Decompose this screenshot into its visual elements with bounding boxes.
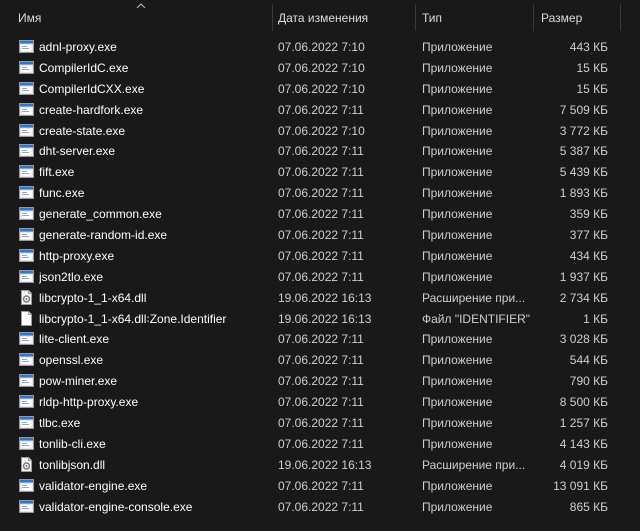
file-row[interactable] bbox=[0, 371, 640, 392]
file-type: Приложение bbox=[422, 144, 493, 159]
file-name: CompilerIdC.exe bbox=[39, 60, 129, 75]
file-type: Приложение bbox=[422, 499, 493, 514]
file-row[interactable] bbox=[0, 329, 640, 350]
file-type: Приложение bbox=[422, 165, 493, 180]
file-row[interactable] bbox=[0, 246, 640, 267]
file-name: validator-engine.exe bbox=[39, 478, 148, 493]
file-type: Приложение bbox=[422, 102, 493, 117]
file-size: 377 КБ bbox=[569, 228, 608, 243]
column-header-bar bbox=[0, 0, 640, 34]
file-size: 790 КБ bbox=[569, 374, 608, 389]
file-type: Файл "IDENTIFIER" bbox=[422, 311, 530, 326]
file-name: rldp-http-proxy.exe bbox=[39, 395, 139, 410]
file-type: Приложение bbox=[422, 269, 493, 284]
file-row[interactable] bbox=[0, 58, 640, 79]
exe-icon bbox=[19, 143, 34, 158]
file-size: 544 КБ bbox=[569, 353, 608, 368]
file-date-modified: 07.06.2022 7:11 bbox=[278, 332, 364, 347]
file-name: adnl-proxy.exe bbox=[39, 40, 117, 54]
file-size: 5 387 КБ bbox=[559, 144, 608, 159]
file-row[interactable] bbox=[0, 267, 640, 288]
file-name: dht-server.exe bbox=[39, 144, 116, 159]
file-size: 15 КБ bbox=[576, 60, 608, 75]
file-name: create-state.exe bbox=[39, 123, 126, 138]
file-name: generate-random-id.exe bbox=[39, 228, 168, 243]
file-size: 1 257 КБ bbox=[559, 416, 608, 431]
exe-icon bbox=[19, 352, 34, 367]
file-name: tlbc.exe bbox=[39, 416, 81, 431]
file-date-modified: 07.06.2022 7:11 bbox=[278, 353, 364, 368]
file-type: Приложение bbox=[422, 353, 493, 368]
file-type: Приложение bbox=[422, 416, 493, 431]
file-date-modified: 07.06.2022 7:11 bbox=[278, 436, 364, 451]
file-type: Приложение bbox=[422, 123, 493, 138]
file-row[interactable] bbox=[0, 225, 640, 246]
file-date-modified: 07.06.2022 7:11 bbox=[278, 478, 364, 493]
file-date-modified: 07.06.2022 7:11 bbox=[278, 228, 364, 243]
exe-icon bbox=[19, 81, 34, 96]
file-size: 1 893 КБ bbox=[559, 186, 608, 201]
file-name: validator-engine-console.exe bbox=[39, 499, 193, 514]
file-date-modified: 07.06.2022 7:11 bbox=[278, 499, 364, 514]
file-row[interactable] bbox=[0, 413, 640, 434]
file-date-modified: 19.06.2022 16:13 bbox=[278, 457, 372, 472]
file-row[interactable] bbox=[0, 183, 640, 204]
file-list bbox=[0, 37, 640, 517]
exe-icon bbox=[19, 102, 34, 117]
exe-icon bbox=[19, 185, 34, 200]
exe-icon bbox=[19, 206, 34, 221]
file-row[interactable] bbox=[0, 434, 640, 455]
file-date-modified: 07.06.2022 7:11 bbox=[278, 374, 364, 389]
file-size: 2 734 КБ bbox=[559, 290, 608, 305]
file-date-modified: 07.06.2022 7:11 bbox=[278, 248, 364, 263]
file-name: openssl.exe bbox=[39, 353, 104, 368]
file-type: Приложение bbox=[422, 248, 493, 263]
column-header-size[interactable]: Размер bbox=[541, 11, 583, 25]
file-date-modified: 07.06.2022 7:11 bbox=[278, 102, 364, 117]
file-date-modified: 07.06.2022 7:11 bbox=[278, 186, 364, 201]
exe-icon bbox=[19, 227, 34, 242]
file-size: 7 509 КБ bbox=[559, 102, 608, 117]
file-size: 3 028 КБ bbox=[559, 332, 608, 347]
file-row[interactable] bbox=[0, 121, 640, 142]
file-date-modified: 19.06.2022 16:13 bbox=[278, 311, 372, 326]
file-type: Приложение bbox=[422, 332, 493, 347]
column-header-type[interactable]: Тип bbox=[422, 11, 443, 25]
file-row[interactable] bbox=[0, 162, 640, 183]
file-size: 865 КБ bbox=[569, 499, 608, 514]
file-row[interactable] bbox=[0, 79, 640, 100]
exe-icon bbox=[19, 436, 34, 451]
file-size: 4 143 КБ bbox=[559, 436, 608, 451]
file-size: 434 КБ bbox=[569, 248, 608, 263]
exe-icon bbox=[19, 60, 34, 75]
file-name: generate_common.exe bbox=[39, 207, 162, 222]
file-row[interactable] bbox=[0, 288, 640, 309]
file-date-modified: 07.06.2022 7:11 bbox=[278, 395, 364, 410]
exe-icon bbox=[19, 164, 34, 179]
file-name: tonlibjson.dll bbox=[39, 457, 106, 472]
file-size: 5 439 КБ bbox=[559, 165, 608, 180]
file-name: http-proxy.exe bbox=[39, 248, 115, 263]
exe-icon bbox=[19, 499, 34, 514]
file-row[interactable] bbox=[0, 141, 640, 162]
file-type: Приложение bbox=[422, 228, 493, 243]
blank-file-icon bbox=[19, 311, 34, 326]
file-date-modified: 07.06.2022 7:11 bbox=[278, 416, 364, 431]
column-resize-handle[interactable] bbox=[533, 4, 534, 31]
sort-ascending-icon[interactable] bbox=[136, 2, 146, 10]
file-name: json2tlo.exe bbox=[39, 269, 104, 284]
file-date-modified: 19.06.2022 16:13 bbox=[278, 290, 372, 305]
file-type: Приложение bbox=[422, 374, 493, 389]
file-row[interactable] bbox=[0, 455, 640, 476]
exe-icon bbox=[19, 415, 34, 430]
file-name: libcrypto-1_1-x64.dll bbox=[39, 290, 147, 305]
file-name: pow-miner.exe bbox=[39, 374, 118, 389]
exe-icon bbox=[19, 373, 34, 388]
file-size: 15 КБ bbox=[576, 81, 608, 96]
exe-icon bbox=[19, 478, 34, 493]
file-date-modified: 07.06.2022 7:11 bbox=[278, 269, 364, 284]
file-size: 443 КБ bbox=[569, 40, 608, 54]
file-row[interactable] bbox=[0, 392, 640, 413]
file-type: Приложение bbox=[422, 60, 493, 75]
file-type: Приложение bbox=[422, 478, 493, 493]
file-date-modified: 07.06.2022 7:11 bbox=[278, 207, 364, 222]
file-row[interactable] bbox=[0, 100, 640, 121]
file-name: libcrypto-1_1-x64.dll꞉Zone.Identifier bbox=[39, 311, 227, 326]
file-type: Расширение при... bbox=[422, 457, 526, 472]
file-size: 8 500 КБ bbox=[559, 395, 608, 410]
exe-icon bbox=[19, 394, 34, 409]
file-name: func.exe bbox=[39, 186, 85, 201]
file-type: Приложение bbox=[422, 207, 493, 222]
exe-icon bbox=[19, 269, 34, 284]
file-type: Приложение bbox=[422, 186, 493, 201]
file-size: 4 019 КБ bbox=[559, 457, 608, 472]
file-date-modified: 07.06.2022 7:10 bbox=[278, 81, 365, 96]
file-row[interactable] bbox=[0, 350, 640, 371]
file-size: 1 КБ bbox=[583, 311, 608, 326]
file-row[interactable] bbox=[0, 204, 640, 225]
file-size: 359 КБ bbox=[569, 207, 608, 222]
file-date-modified: 07.06.2022 7:11 bbox=[278, 144, 364, 159]
file-size: 1 937 КБ bbox=[559, 269, 608, 284]
exe-icon bbox=[19, 248, 34, 263]
file-row[interactable] bbox=[0, 37, 640, 58]
file-size: 3 772 КБ bbox=[559, 123, 608, 138]
file-date-modified: 07.06.2022 7:10 bbox=[278, 60, 365, 75]
file-row[interactable] bbox=[0, 309, 640, 330]
file-name: create-hardfork.exe bbox=[39, 102, 144, 117]
dll-icon bbox=[19, 457, 34, 472]
file-type: Приложение bbox=[422, 40, 493, 54]
column-header-name[interactable]: Имя bbox=[18, 11, 42, 25]
file-size: 13 091 КБ bbox=[553, 478, 608, 493]
file-type: Расширение при... bbox=[422, 290, 526, 305]
file-date-modified: 07.06.2022 7:10 bbox=[278, 40, 365, 54]
file-name: lite-client.exe bbox=[39, 332, 110, 347]
file-name: CompilerIdCXX.exe bbox=[39, 81, 145, 96]
file-type: Приложение bbox=[422, 436, 493, 451]
file-name: fift.exe bbox=[39, 165, 75, 180]
file-date-modified: 07.06.2022 7:10 bbox=[278, 123, 365, 138]
column-resize-handle[interactable] bbox=[620, 4, 621, 31]
file-type: Приложение bbox=[422, 81, 493, 96]
column-resize-handle[interactable] bbox=[272, 4, 273, 31]
column-resize-handle[interactable] bbox=[415, 4, 416, 31]
file-date-modified: 07.06.2022 7:11 bbox=[278, 165, 364, 180]
file-name: tonlib-cli.exe bbox=[39, 436, 106, 451]
exe-icon bbox=[19, 39, 34, 54]
exe-icon bbox=[19, 331, 34, 346]
column-header-date[interactable]: Дата изменения bbox=[278, 11, 369, 25]
dll-icon bbox=[19, 290, 34, 305]
file-type: Приложение bbox=[422, 395, 493, 410]
file-row[interactable] bbox=[0, 497, 640, 518]
file-row[interactable] bbox=[0, 476, 640, 497]
exe-icon bbox=[19, 123, 34, 138]
